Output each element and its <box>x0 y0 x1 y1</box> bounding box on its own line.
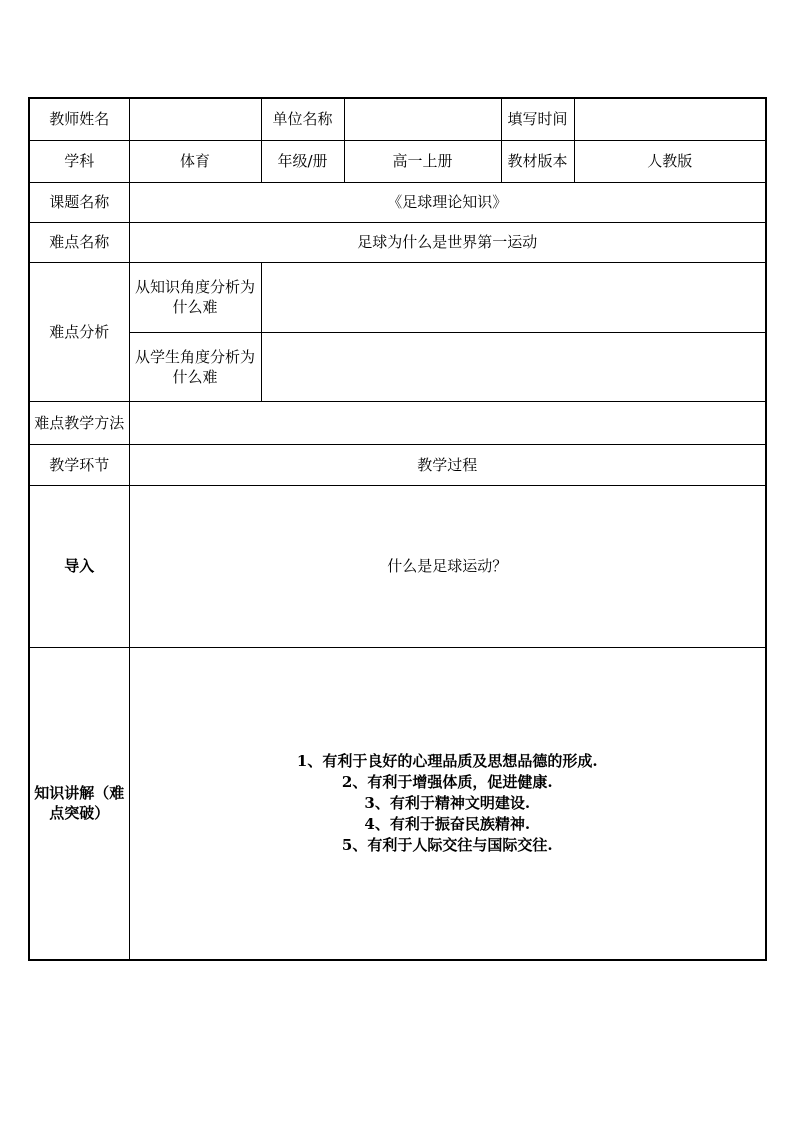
knowledge-label: 知识讲解（难点突破） <box>29 647 129 960</box>
intro-label: 导入 <box>29 485 129 647</box>
knowledge-points <box>297 751 598 856</box>
row-teacher <box>29 98 766 140</box>
row-method <box>29 401 766 444</box>
subject-label: 学科 <box>29 140 129 182</box>
row-difficulty <box>29 222 766 262</box>
knowledge-point: 4、有利于振奋民族精神. <box>364 814 531 833</box>
edition-label: 教材版本 <box>501 140 574 182</box>
teacher-name-label: 教师姓名 <box>29 98 129 140</box>
fill-date-value[interactable] <box>574 98 766 140</box>
edition-value: 人教版 <box>574 140 766 182</box>
method-value[interactable] <box>129 401 766 444</box>
knowledge-angle-label: 从知识角度分析为什么难 <box>129 262 261 332</box>
difficulty-value: 足球为什么是世界第一运动 <box>129 222 766 262</box>
knowledge-point: 5、有利于人际交往与国际交往. <box>341 835 553 854</box>
intro-value: 什么是足球运动？ <box>129 485 766 647</box>
lesson-plan-table <box>28 97 767 961</box>
row-intro <box>29 485 766 647</box>
row-analysis-student <box>29 332 766 401</box>
topic-label: 课题名称 <box>29 182 129 222</box>
knowledge-point: 3、有利于精神文明建设. <box>364 793 531 812</box>
subject-value: 体育 <box>129 140 261 182</box>
student-angle-value[interactable] <box>261 332 766 401</box>
analysis-label: 难点分析 <box>29 262 129 401</box>
row-knowledge <box>29 647 766 960</box>
difficulty-label: 难点名称 <box>29 222 129 262</box>
unit-name-label: 单位名称 <box>261 98 344 140</box>
fill-date-label: 填写时间 <box>501 98 574 140</box>
knowledge-angle-value[interactable] <box>261 262 766 332</box>
topic-value: 《足球理论知识》 <box>129 182 766 222</box>
knowledge-point: 1、有利于良好的心理品质及思想品德的形成. <box>296 751 598 770</box>
unit-name-value[interactable] <box>344 98 501 140</box>
process-value: 教学过程 <box>129 444 766 485</box>
method-label: 难点教学方法 <box>29 401 129 444</box>
process-label: 教学环节 <box>29 444 129 485</box>
grade-value: 高一上册 <box>344 140 501 182</box>
row-topic <box>29 182 766 222</box>
row-analysis-knowledge <box>29 262 766 332</box>
teacher-name-value[interactable] <box>129 98 261 140</box>
row-subject <box>29 140 766 182</box>
knowledge-point: 2、有利于增强体质，促进健康. <box>341 772 553 791</box>
grade-label: 年级/册 <box>261 140 344 182</box>
student-angle-label: 从学生角度分析为什么难 <box>129 332 261 401</box>
row-process <box>29 444 766 485</box>
knowledge-content <box>129 647 766 960</box>
